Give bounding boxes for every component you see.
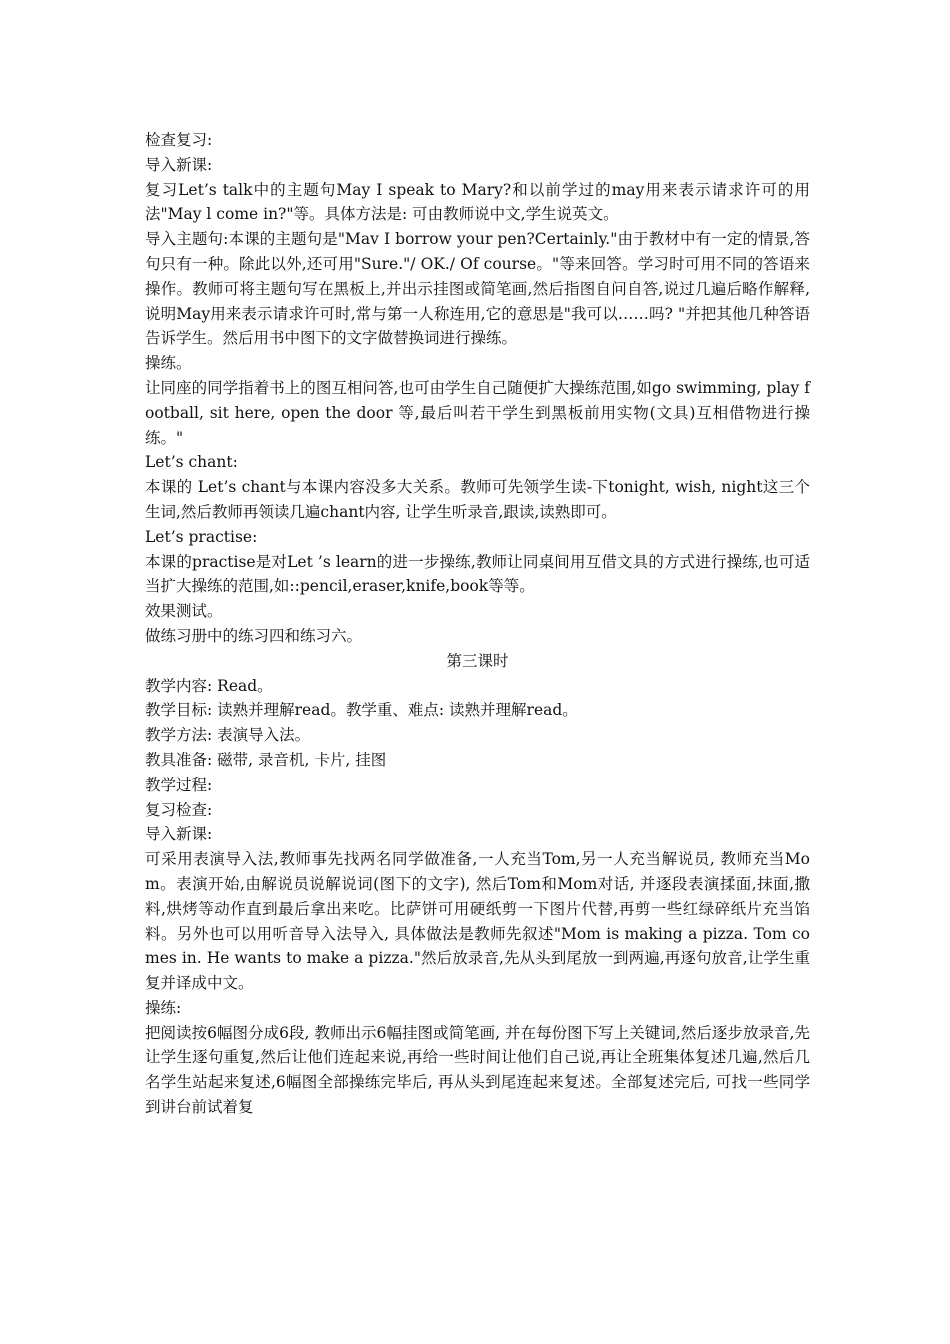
line-teaching-aids: 教具准备: 磁带, 录音机, 卡片, 挂图 [145,750,387,769]
paragraph-performance-intro: 可采用表演导入法,教师事先找两名同学做准备,一人充当Tom,另一人充当解说员, 教师充当Mom。表演开始,由解说员说解说词(图下的文字), 然后Tom和Mom对话, 并逐段表演揉面,抹面,撒料,烘烤等动作直到最后拿出来吃。比萨饼可用硬纸剪一下图片代替,再剪一些红绿碎纸片充当馅料。另外也可以用听音导入法导入, 具体做法是教师先叙述"Mom is making a pizza. Tom comes in. He wants to make a pizza."然后放录音,先从头到尾放一到两遍,再逐句放音,让学生重复并译成中文。 [145,850,810,993]
heading-practice: 操练。 [145,354,192,373]
line-teaching-method: 教学方法: 表演导入法。 [145,726,311,745]
paragraph-lets-practise: 本课的practise是对Let ’s learn的进一步操练,教师让同桌间用互借文具的方式进行操练,也可适当扩大操练的范围,如::pencil,eraser,knife,book等等。 [145,552,810,596]
heading-effect-test: 效果测试。 [145,602,223,621]
document-page [145,128,810,1120]
heading-lets-chant: Let’s chant: [145,453,238,472]
heading-new-lesson: 导入新课: [145,155,213,174]
heading-review: 检查复习: [145,131,213,149]
paragraph-reading-practice: 把阅读按6幅图分成6段, 教师出示6幅挂图或简笔画, 并在每份图下写上关键词,然后逐步放录音,先让学生逐句重复,然后让他们连起来说,再给一些时间让他们自己说,再让全班集体复述几遍,然后几名学生站起来复述,6幅图全部操练完毕后, 再从头到尾连起来复述。全部复述完后, 可找一些同学到讲台前试着复 [145,1023,810,1117]
paragraph-pair-practice: 让同座的同学指着书上的图互相问答,也可由学生自己随便扩大操练范围,如go swimming, play football, sit here, open the door 等,最后叫若干学生到黑板前用实物(文具)互相借物进行操练。" [145,378,810,447]
paragraph-lets-chant: 本课的 Let’s chant与本课内容没多大关系。教师可先领学生读-下tonight, wish, night这三个生词,然后教师再领读几遍chant内容, 让学生听录音,跟读,读熟即可。 [145,478,810,521]
heading-review-check: 复习检查: [145,800,213,819]
heading-lets-practise: Let’s practise: [145,527,258,546]
paragraph-topic-sentence: 导入主题句:本课的主题句是"Mav I borrow your pen?Certainly."由于教材中有一定的情景,答句只有一种。除此以外,还可用"Sure."/ OK./ Of course。"等来回答。学习时可用不同的答语来操作。教师可将主题句写在黑板上,并出示挂图或简笔画,然后指图自问自答,说过几遍后略作解释,说明May用来表示请求许可时,常与第一人称连用,它的意思是"我可以……吗? "并把其他几种答语告诉学生。然后用书中图下的文字做替换词进行操练。 [145,230,810,348]
section-title: 第三课时 [446,651,509,670]
paragraph-review-lets-talk: 复习Let’s talk中的主题句May I speak to Mary?和以前学过的may用来表示请求许可的用法"May l come in?"等。具体方法是: 可由教师说中文,学生说英文。 [145,180,810,224]
paragraph-workbook: 做练习册中的练习四和练习六。 [145,626,363,645]
heading-new-lesson-2: 导入新课: [145,825,213,844]
line-teaching-goals: 教学目标: 读熟并理解read。教学重、难点: 读熟并理解read。 [145,701,578,720]
heading-teaching-process: 教学过程: [145,775,213,794]
heading-practice-2: 操练: [145,998,182,1017]
line-teaching-content: 教学内容: Read。 [145,676,273,695]
